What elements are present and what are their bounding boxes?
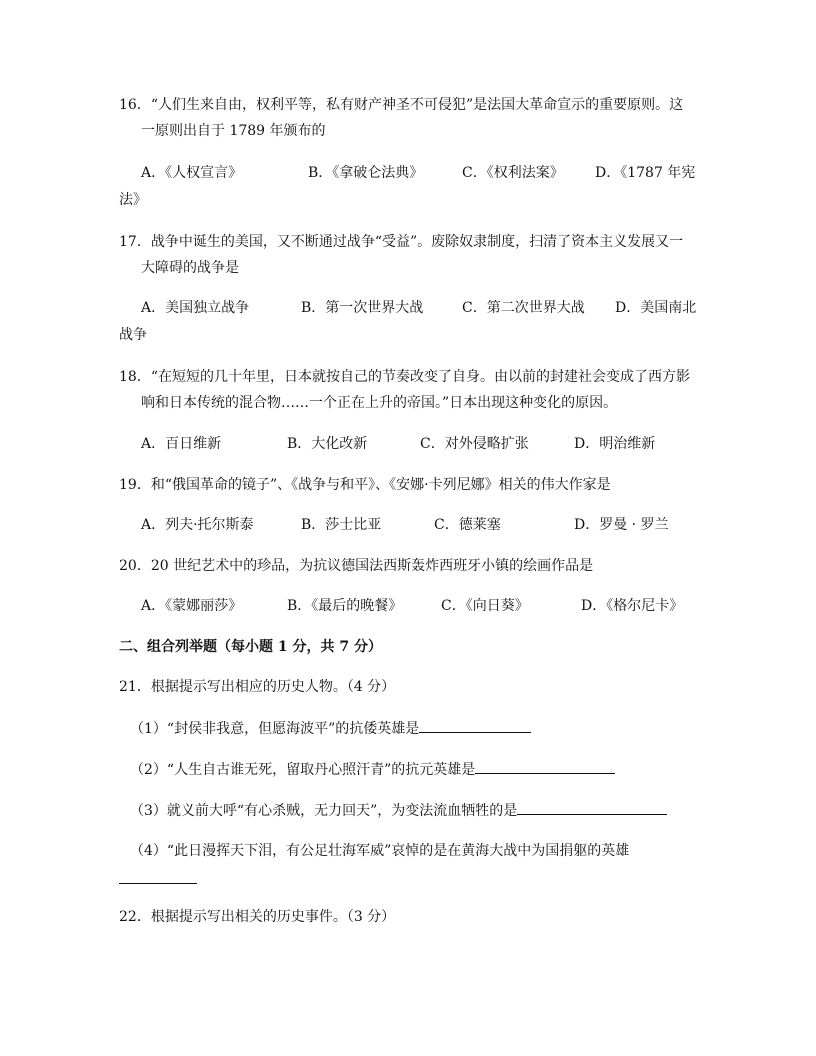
question-16-option-d-wrap: 法》 [119,192,147,208]
question-17-option-b: B．第一次世界大战 [301,300,424,316]
answer-blank-4[interactable] [119,869,197,884]
question-19-option-a: A．列夫·托尔斯泰 [141,517,254,533]
question-17-option-a: A．美国独立战争 [141,300,250,316]
question-21-item-3 [130,800,667,821]
question-18-option-c: C．对外侵略扩张 [420,436,529,452]
question-17-option-d-wrap: 战争 [119,327,147,343]
question-19-line-1: 19．和“俄国革命的镜子”、《战争与和平》、《安娜·卡列尼娜》相关的伟大作家是 [119,477,611,493]
question-21-item-1 [130,718,531,739]
question-16-option-a: A．《人权宣言》 [141,165,243,181]
question-18-option-a: A．百日维新 [141,436,222,452]
question-21-title: 21．根据提示写出相应的历史人物。（4 分） [119,679,396,695]
question-21-item-2 [130,759,615,780]
question-20-option-b: B．《最后的晚餐》 [287,598,403,614]
question-21-item-3-text: （3）就义前大呼“有心杀贼，无力回天”，为变法流血牺牲的是 [130,803,518,819]
question-21-item-1-text: （1）“封侯非我意，但愿海波平”的抗倭英雄是 [130,721,420,737]
question-16-option-b: B．《拿破仑法典》 [308,165,424,181]
question-19-option-c: C．德莱塞 [434,517,501,533]
question-18-option-d: D．明治维新 [574,436,656,452]
question-16-option-d: D．《1787 年宪 [595,165,696,181]
answer-blank-3[interactable] [517,800,667,815]
question-20-line-1: 20．20 世纪艺术中的珍品，为抗议德国法西斯轰炸西班牙小镇的绘画作品是 [119,558,594,574]
answer-blank-1[interactable] [419,718,531,733]
question-17-option-d: D．美国南北 [615,300,697,316]
question-20-option-d: D．《格尔尼卡》 [581,598,684,614]
question-20-option-a: A．《蒙娜丽莎》 [141,598,243,614]
question-17-option-c: C．第二次世界大战 [462,300,585,316]
question-16-option-c: C．《权利法案》 [462,165,564,181]
question-17-line-1: 17．战争中诞生的美国，又不断通过战争“受益”。废除奴隶制度，扫清了资本主义发展又一 [119,234,684,250]
question-18-option-b: B．大化改新 [287,436,368,452]
question-19-option-d: D．罗曼 · 罗兰 [574,517,669,533]
section-2-heading: 二、组合列举题（每小题 1 分，共 7 分） [119,639,382,655]
question-20-option-c: C．《向日葵》 [441,598,529,614]
question-18-line-2: 响和日本传统的混合物……一个正在上升的帝国。”日本出现这种变化的原因。 [141,395,618,411]
question-16-line-2: 一原则出自于 1789 年颁布的 [141,123,326,139]
question-21-item-2-text: （2）“人生自古谁无死，留取丹心照汗青”的抗元英雄是 [130,762,476,778]
question-21-item-4-blank-line [119,869,197,890]
question-22-title: 22．根据提示写出相关的历史事件。（3 分） [119,909,396,925]
question-16-line-1: 16．“人们生来自由，权利平等，私有财产神圣不可侵犯”是法国大革命宣示的重要原则。这 [119,97,684,113]
question-18-line-1: 18．“在短短的几十年里，日本就按自己的节奏改变了自身。由以前的封建社会变成了西方影 [119,369,690,385]
question-21-item-4: （4）“此日漫挥天下泪，有公足壮海军威”哀悼的是在黄海大战中为国捐躯的英雄 [130,843,630,859]
answer-blank-2[interactable] [475,759,615,774]
question-19-option-b: B．莎士比亚 [301,517,382,533]
question-17-line-2: 大障碍的战争是 [141,260,239,276]
